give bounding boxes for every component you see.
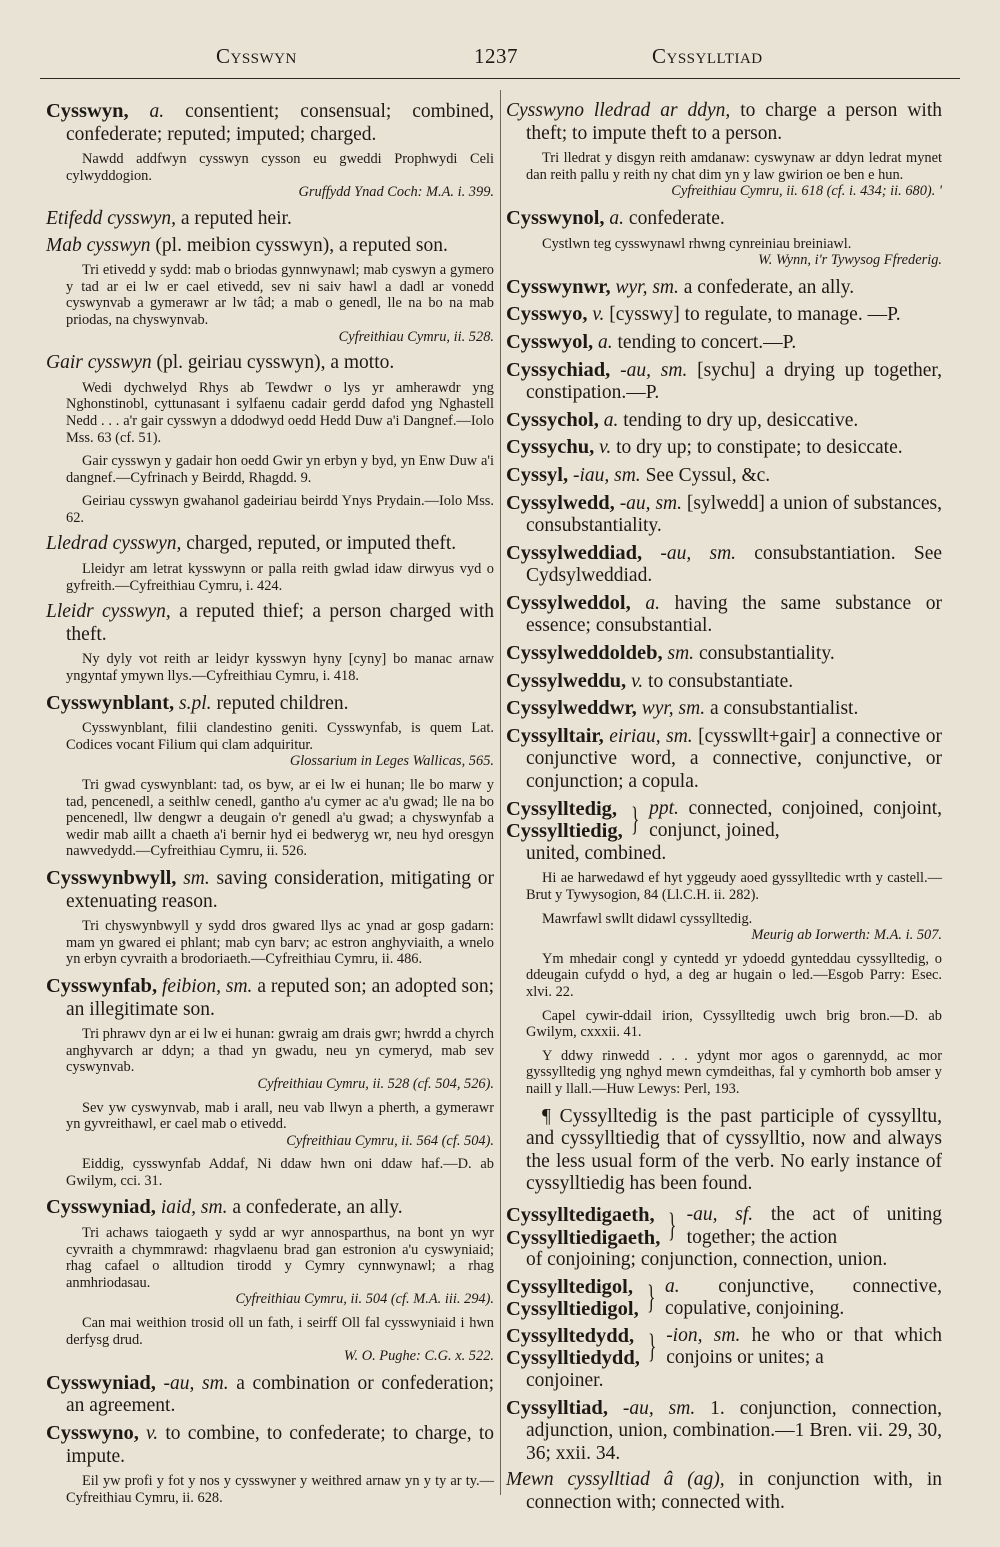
headword-variant: Cyssylltiedigaeth,	[506, 1226, 661, 1249]
phrase: Cysswyno lledrad ar ddyn,	[506, 100, 731, 121]
page-number: 1237	[474, 44, 518, 68]
citation: Tri gwad cyswynblant: tad, os byw, ar ei lw ei hunan; lle bo marw y tad, pencenedl, a seithlw cenedl, gantho a'u cymer ac a'u gwad; lle na bo pencenedl, llw dengwr a deugain o'r genedl a'u gwad; a chyswynfab a wedir mab aillt a chaeth a'i bernir hyd ei bedweryg wr, neu hyd oresgyn nawvedydd.—Cyfreithiau Cymru, ii. 526.	[66, 777, 494, 860]
dictionary-entry	[506, 1397, 942, 1466]
definition-continued: united, combined.	[526, 842, 667, 864]
part-of-speech: v.	[631, 670, 644, 692]
part-of-speech: -au, sm.	[622, 1397, 696, 1419]
citation: Ny dyly vot reith ar leidyr kysswyn hyny [cyny] bo manac arnaw yngyntaf ymywn llys.—Cyfreithiau Cymru, i. 418.	[66, 651, 494, 685]
citation: Capel cywir-ddail irion, Cyssylltedig uwch brig bron.—D. ab Gwilym, cxxxii. 41.	[526, 1007, 942, 1041]
definition: to combine, to confederate; to charge, to impute.	[66, 1423, 495, 1467]
dictionary-entry	[46, 1422, 494, 1506]
part-of-speech: -au, sm.	[163, 1372, 229, 1394]
definition: a reputed son; an adopted son; an illegitimate son.	[66, 975, 495, 1020]
citation: Ym mhedair congl y cyntedd yr ydoedd gynteddau cyssylltedig, o ddeugain cufydd o hyd, a deg ar hugain o led.—Esgob Parry: Esec. xlvi. 22.	[526, 950, 942, 1000]
citation: Eiddig, cysswynfab Addaf, Ni ddaw hwn oni ddaw haf.—D. ab Gwilym, cci. 31.	[66, 1156, 494, 1189]
part-of-speech: eiriau, sm.	[609, 725, 693, 747]
phrase: Lleidr cysswyn,	[46, 601, 171, 623]
citation-source: Cyfreithiau Cymru, ii. 528 (cf. 504, 526).	[257, 1075, 494, 1092]
usage-note: ¶ Cyssylltedig is the past participle of cyssylltu, and cyssylltiedig that of cyssylltio, now and always the less usual form of the verb. No early instance of cyssylltiedig has been found.	[526, 1105, 942, 1195]
citation: Sev yw cyswynvab, mab i arall, neu vab llwyn a pherth, a gymerawr yn gyvreithawl, er cael mab o etivedd. Cyfreithiau Cymru, ii. 564 (cf. 504).	[66, 1099, 494, 1149]
citation: Mawrfawl swllt didawl cyssylltedig. Meurig ab Iorwerth: M.A. i. 507.	[526, 911, 942, 944]
part-of-speech: a.	[603, 409, 619, 431]
headword: Cyssylltedigol,	[506, 1275, 633, 1298]
dictionary-entry	[46, 208, 494, 231]
dictionary-entry	[46, 1372, 494, 1418]
dictionary-entry	[46, 235, 494, 346]
part-of-speech: sm.	[183, 867, 210, 889]
dictionary-entry	[506, 464, 942, 488]
dictionary-entry	[506, 303, 942, 327]
headword: Cysswyniad,	[46, 1196, 156, 1219]
definition: a reputed son.	[339, 234, 448, 256]
definition: the act of uniting together; the action	[686, 1203, 943, 1248]
header-left-guideword: Cysswyn	[216, 44, 297, 68]
dictionary-entry	[46, 975, 494, 1190]
headword: Cysswyniad,	[46, 1371, 156, 1394]
headword: Cysswyo,	[506, 303, 588, 326]
part-of-speech: a.	[598, 331, 613, 353]
headword-variant: Cyssylltiedig,	[506, 820, 623, 843]
headword: Cyssylltedydd,	[506, 1324, 635, 1347]
citation: Y ddwy rinwedd . . . ydynt mor agos o garennydd, ac mor gyssylltedig yng nghyd mewn cymdeithas, fal y cymhorth bob amser y naill y llall.—Huw Lewys: Perl, 193.	[526, 1047, 942, 1097]
headword: Cyssylltair,	[506, 724, 604, 747]
definition: [sylwedd] a union of substances, consubstantiality.	[526, 492, 943, 537]
headword: Cysswynwr,	[506, 275, 611, 298]
part-of-speech: v.	[146, 1423, 159, 1444]
definition: See Cyssul, &c.	[645, 464, 771, 486]
phrase: Etifedd cysswyn,	[46, 207, 176, 229]
headword: Cyssylltedigaeth,	[506, 1203, 655, 1226]
definition: a confederate, an ally.	[683, 276, 855, 298]
phrase: Gair cysswyn	[46, 352, 152, 374]
definition: a reputed heir.	[180, 207, 292, 229]
citation: Cystlwn teg cysswynawl rhwng cynreiniau breiniawl. W. Wynn, i'r Tywysog Ffrederig.	[526, 236, 942, 269]
headword: Cysswyn,	[46, 100, 129, 122]
phrase: Lledrad cysswyn,	[46, 533, 182, 555]
dictionary-entry	[506, 697, 942, 721]
citation: Can mai weithion trosid oll un fath, i seirff Oll fal cysswyniaid i hwn derfysg drud. W. O. Pughe: C.G. x. 522.	[66, 1315, 494, 1365]
phrase: Mab cysswyn	[46, 234, 151, 256]
part-of-speech: ppt.	[649, 797, 679, 819]
citation: Geiriau cysswyn gwahanol gadeiriau beirdd Ynys Prydain.—Iolo Mss. 62.	[66, 493, 494, 526]
definition-continued: of conjoining; conjunction, connection, union.	[526, 1249, 888, 1271]
part-of-speech: -au, sf.	[686, 1203, 754, 1225]
dictionary-entry	[506, 276, 942, 300]
headword: Cyssylltiad,	[506, 1396, 608, 1419]
citation-source: W. O. Pughe: C.G. x. 522.	[343, 1348, 494, 1365]
definition: conjunctive, connective, copulative, conjoining.	[665, 1275, 942, 1320]
headword: Cysswyno,	[46, 1422, 139, 1444]
definition: confederate.	[628, 207, 725, 229]
dictionary-entry	[506, 542, 942, 588]
part-of-speech: iaid, sm.	[160, 1197, 228, 1219]
definition: to dry up; to constipate; to desiccate.	[616, 437, 903, 459]
dictionary-entry	[506, 670, 942, 694]
part-of-speech: -ion, sm.	[666, 1324, 741, 1346]
dictionary-entry	[506, 207, 942, 269]
definition: [sychu] a drying up together, constipation.—P.	[526, 359, 943, 404]
headword: Cyssychu,	[506, 436, 595, 459]
headword: Cysswynfab,	[46, 974, 158, 997]
brace-symbol: }	[646, 1278, 655, 1316]
dictionary-entry	[506, 436, 942, 460]
definition-continued: conjoiner.	[526, 1370, 604, 1392]
part-of-speech: v.	[592, 304, 605, 326]
part-of-speech: a.	[645, 592, 660, 614]
definition: to consubstantiate.	[648, 670, 794, 692]
dictionary-entry	[506, 331, 942, 355]
definition: consentient; consensual; combined, confederate; reputed; imputed; charged.	[66, 101, 494, 145]
part-of-speech: a.	[149, 101, 165, 122]
dictionary-entry	[506, 1325, 942, 1393]
part-of-speech: v.	[599, 437, 612, 459]
dictionary-entry	[506, 642, 942, 666]
dictionary-entry	[46, 601, 494, 684]
column-divider	[500, 90, 501, 1495]
dictionary-entry	[506, 492, 942, 538]
citation: Lleidyr am letrat kysswynn or palla reith gwlad idaw dirwyus vyd o gyfreith.—Cyfreithiau Cymru, i. 424.	[66, 561, 494, 594]
headword: Cyssylwedd,	[506, 491, 615, 514]
part-of-speech: wyr, sm.	[641, 698, 706, 720]
phrase: Mewn cyssylltiad â (ag),	[506, 1469, 725, 1491]
part-of-speech: -iau, sm.	[572, 464, 641, 486]
header-right-guideword: Cyssylltiad	[652, 44, 763, 68]
dictionary-entry	[506, 592, 942, 638]
dictionary-entry	[506, 1276, 942, 1321]
citation-source: Cyfreithiau Cymru, ii. 504 (cf. M.A. iii. 294).	[235, 1291, 494, 1308]
definition: 1. conjunction, connection, adjunction, union, combination.—1 Bren. vii. 29, 30, 36; xxii. 34.	[526, 1397, 943, 1464]
part-of-speech: wyr, sm.	[615, 276, 679, 298]
dictionary-entry	[506, 100, 942, 200]
citation-source: Glossarium in Leges Wallicas, 565.	[289, 753, 494, 770]
headword: Cyssylltedig,	[506, 797, 618, 820]
part-of-speech: -au, sm.	[619, 492, 682, 514]
headword: Cyssychol,	[506, 408, 599, 431]
definition: reputed children.	[216, 692, 349, 714]
part-of-speech: s.pl.	[179, 692, 212, 714]
headword: Cyssylweddwr,	[506, 697, 637, 720]
definition: tending to concert.—P.	[617, 331, 797, 353]
part-of-speech: a.	[665, 1275, 680, 1297]
dictionary-entry	[506, 798, 942, 1196]
dictionary-entry	[46, 1196, 494, 1364]
running-header	[40, 44, 960, 79]
brace-symbol: }	[668, 1206, 677, 1244]
part-of-speech: a.	[609, 207, 625, 229]
part-of-speech: -au, sm.	[620, 359, 688, 381]
definition: a reputed thief; a person charged with theft.	[66, 601, 494, 645]
dictionary-entry	[46, 533, 494, 594]
citation: Gair cysswyn y gadair hon oedd Gwir yn erbyn y byd, yn Enw Duw a'i dangnef.—Cyfrinach y Beirdd, Rhagdd. 9.	[66, 453, 494, 486]
definition: a consubstantialist.	[709, 698, 859, 720]
definition: a motto.	[330, 352, 395, 374]
definition: [cysswllt+gair] a connective or conjunctive word, a connective, conjunctive, or conjunction; a copula.	[526, 725, 943, 793]
citation: Tri phrawv dyn ar ei lw ei hunan: gwraig am drais gwr; hwrdd a chyrch anghyvarch ar ddyn; a thad yn gwadu, neu yn cymeryd, mab sev cyswynvab. Cyfreithiau Cymru, ii. 528 (cf. 504, 526).	[66, 1026, 494, 1092]
definition: in conjunction with, in connection with; connected with.	[526, 1469, 942, 1514]
brace-symbol: }	[630, 800, 639, 838]
definition: consubstantiality.	[698, 643, 835, 665]
dictionary-entry	[506, 1469, 942, 1514]
definition: tending to dry up, desiccative.	[623, 409, 859, 431]
headword: Cysswynol,	[506, 206, 605, 229]
citation: Tri etivedd y sydd: mab o briodas gynnwynawl; mab cyswyn a gymero y tad ar ei lw er cael etivedd, sev ni saiv hawl a dadl ar vonedd cyswynvab a gymerawr ar lw tâd; a mab o genedl, lle na bo na mab priodas, na chyswynvab. Cyfreithiau Cymru, ii. 528.	[66, 262, 494, 345]
headword: Cysswynblant,	[46, 691, 175, 714]
headword: Cysswynbwyll,	[46, 866, 177, 889]
citation-source: Cyfreithiau Cymru, ii. 618 (cf. i. 434; ii. 680). '	[671, 183, 942, 200]
headword: Cyssychiad,	[506, 358, 611, 381]
part-of-speech: -au, sm.	[660, 542, 737, 564]
citation: Tri lledrat y disgyn reith amdanaw: cyswynaw ar ddyn ledrat mynet dan reith pallu y reith ny chat dim yn y law gwirion oe ben e hun. Cyfreithiau Cymru, ii. 618 (cf. i. 434; ii. 680). '	[526, 150, 942, 200]
definition: a confederate, an ally.	[232, 1197, 403, 1219]
dictionary-entry	[506, 725, 942, 794]
citation: Nawdd addfwyn cysswyn cysson eu gweddi Prophwydi Celi cylwyddogion. Gruffydd Ynad Coch: M.A. i. 399.	[66, 151, 494, 201]
dictionary-entry	[46, 100, 494, 201]
plural-note: (pl. meibion cysswyn),	[155, 234, 335, 256]
dictionary-entry	[46, 352, 494, 526]
citation: Wedi dychwelyd Rhys ab Tewdwr o lys yr amherawdr yng Nghonstinobl, cyttunasant i sylfaenu cadair gerdd dafod yng Nghastell Nedd . . . a'r gair cysswyn a ddodwyd oedd Hedd Duw a'i Dangnef.—Iolo Mss. 63 (cf. 51).	[66, 379, 494, 446]
definition: consubstantiation. See Cydsylweddiad.	[526, 542, 943, 587]
dictionary-entry	[506, 409, 942, 433]
headword: Cyssylweddu,	[506, 669, 627, 692]
definition: a combination or confederation; an agreement.	[66, 1372, 494, 1417]
plural-note: (pl. geiriau cysswyn),	[156, 352, 326, 374]
definition: to charge a person with theft; to impute theft to a person.	[526, 100, 942, 144]
headword-variant: Cyssylltiedydd,	[506, 1347, 640, 1370]
dictionary-entry	[46, 692, 494, 860]
part-of-speech: feibion, sm.	[161, 975, 253, 997]
citation: Tri chyswynbwyll y sydd dros gwared llys ac ynad ar gosp gadarn: mam yn gwared ei phlant; mab cyn barv; ac estron anghyviaith, a wnelo yn erbyn cyvraith a brodoriaeth.—Cyfreithiau Cymru, ii. 486.	[66, 918, 494, 968]
headword: Cyssylweddol,	[506, 591, 631, 614]
right-column	[506, 100, 942, 1519]
headword: Cyssylweddoldeb,	[506, 642, 663, 665]
definition: charged, reputed, or imputed theft.	[186, 533, 457, 555]
dictionary-entry	[506, 1204, 942, 1272]
dictionary-entry	[46, 867, 494, 968]
citation-source: Gruffydd Ynad Coch: M.A. i. 399.	[298, 184, 494, 201]
citation: Cysswynblant, filii clandestino geniti. Cysswynfab, is quem Lat. Codices vocant Filium qui clam adquiritur. Glossarium in Leges Wallicas, 565.	[66, 720, 494, 770]
part-of-speech: sm.	[667, 643, 695, 665]
citation-source: Meurig ab Iorwerth: M.A. i. 507.	[751, 927, 942, 944]
definition: he who or that which conjoins or unites; a	[666, 1324, 942, 1369]
citation: Tri achaws taiogaeth y sydd ar wyr annosparthus, na bont yn wyr cyvraith a chymmrawd: rhagvlaenu brad gan estronion a'u cyswyniaid; rhag cafael o alltudion tirodd y Cymry cynnwynawl; a rhag anmhriodasau. Cyfreithiau Cymru, ii. 504 (cf. M.A. iii. 294).	[66, 1225, 494, 1308]
citation-source: W. Wynn, i'r Tywysog Ffrederig.	[758, 252, 942, 269]
citation: Hi ae harwedawd ef hyt yggeudy aoed gyssylltedic wrth y castell.—Brut y Tywysogion, 84 (Ll.C.H. ii. 282).	[526, 870, 942, 903]
citation-source: Cyfreithiau Cymru, ii. 564 (cf. 504).	[286, 1132, 494, 1149]
headword: Cyssyl,	[506, 463, 569, 486]
definition: saving consideration, mitigating or extenuating reason.	[66, 867, 495, 912]
dictionary-entry	[506, 359, 942, 405]
headword-variant: Cyssylltiedigol,	[506, 1298, 639, 1321]
headword: Cyssylweddiad,	[506, 541, 643, 564]
citation: Eil yw profi y fot y nos y cysswyner y weithred arnaw yn y ty ar ty.—Cyfreithiau Cymru, ii. 628.	[66, 1473, 494, 1506]
definition: connected, conjoined, conjoint, conjunct, joined,	[649, 797, 943, 842]
headword: Cysswyol,	[506, 330, 594, 353]
definition: [cysswy] to regulate, to manage. —P.	[609, 304, 901, 326]
left-column	[46, 100, 494, 1513]
brace-symbol: }	[647, 1327, 657, 1365]
definition: having the same substance or essence; consubstantial.	[526, 592, 943, 637]
citation-source: Cyfreithiau Cymru, ii. 528.	[338, 328, 494, 345]
